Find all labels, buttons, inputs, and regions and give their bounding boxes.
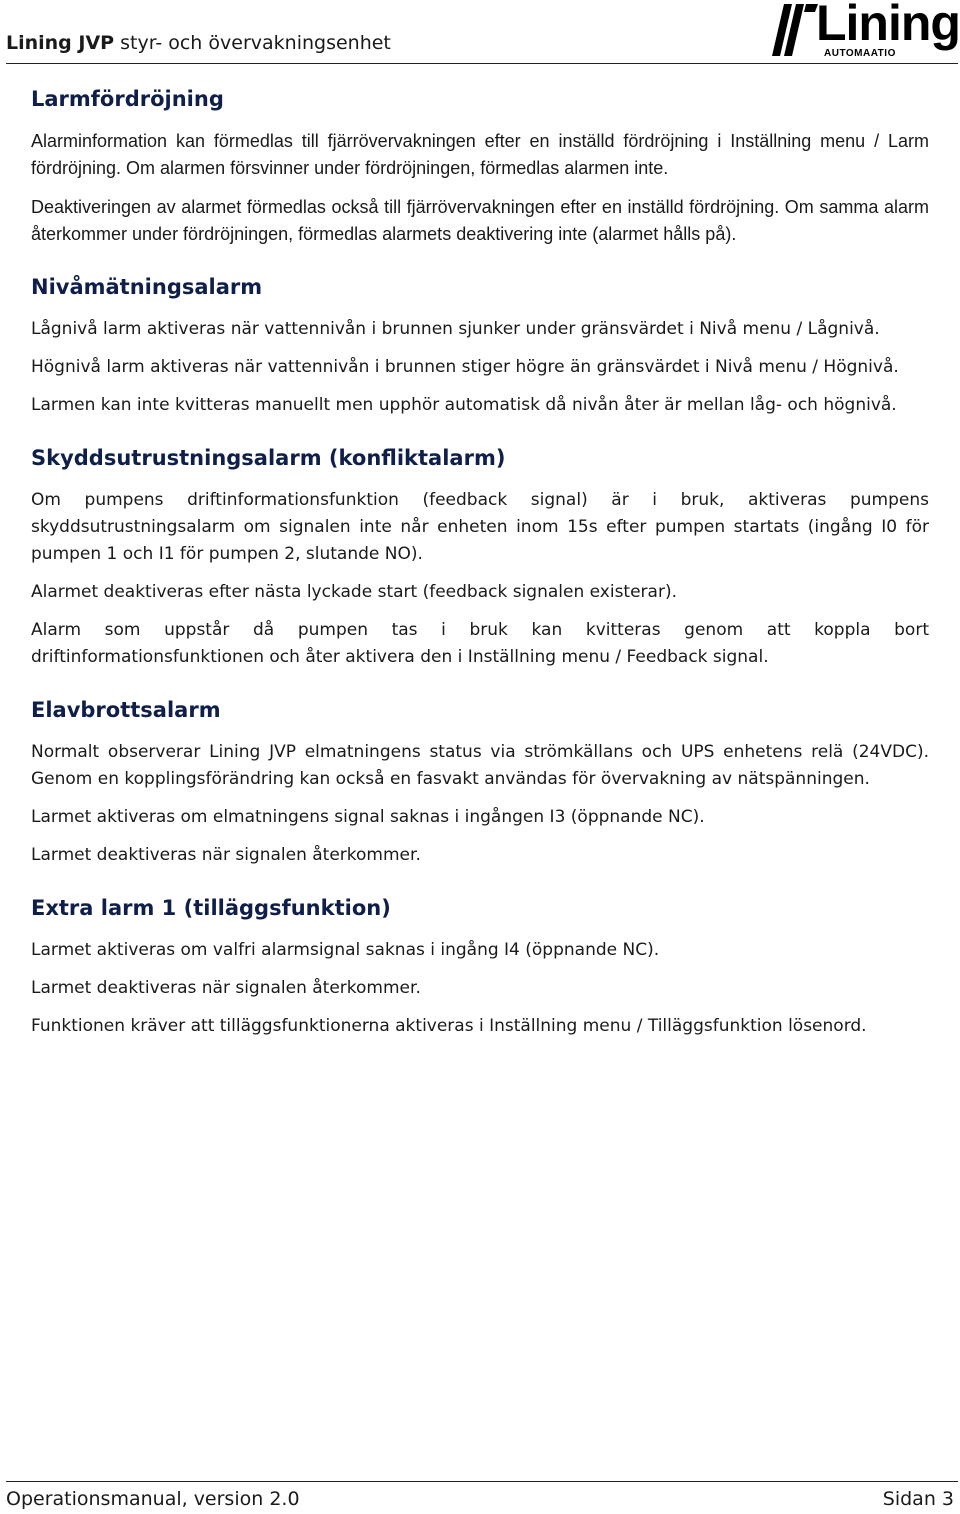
section-heading: Skyddsutrustningsalarm (konfliktalarm)	[31, 446, 506, 470]
section-nivamatningsalarm	[31, 272, 929, 419]
footer-document-version: Operationsmanual, version 2.0	[6, 1488, 300, 1510]
lining-logo	[772, 2, 958, 60]
section-skyddsutrustningsalarm	[31, 443, 929, 671]
header-divider	[6, 63, 958, 64]
lining-logo-stripes-icon	[772, 4, 820, 56]
paragraph: Funktionen kräver att tilläggsfunktionerna aktiveras i Inställning menu / Tilläggsfunktion lösenord.	[31, 1016, 867, 1036]
paragraph: Alarmet deaktiveras efter nästa lyckade start (feedback signalen existerar).	[31, 582, 677, 602]
footer-page-number: Sidan 3	[882, 1488, 954, 1510]
header-title-product: Lining JVP	[6, 32, 115, 54]
logo-subtitle: AUTOMAATIO	[824, 48, 896, 59]
paragraph: Larmet deaktiveras när signalen återkommer.	[31, 845, 421, 865]
logo-name: Lining	[816, 0, 960, 51]
paragraph: Larmet aktiveras om valfri alarmsignal saknas i ingång I4 (öppnande NC).	[31, 940, 660, 960]
header-title	[6, 32, 391, 54]
paragraph: Högnivå larm aktiveras när vattennivån i brunnen stiger högre än gränsvärdet i Nivå menu / Högnivå.	[31, 357, 899, 377]
paragraph: Deaktiveringen av alarmet förmedlas också till fjärrövervakningen efter en inställd fördröjning. Om samma alarm återkommer under fördröjningen, förmedlas alarmets deaktivering inte (alarmet hålls på).	[31, 197, 929, 244]
document-body	[31, 84, 929, 1040]
section-elavbrottsalarm	[31, 695, 929, 869]
section-heading: Extra larm 1 (tilläggsfunktion)	[31, 896, 391, 920]
paragraph: Alarm som uppstår då pumpen tas i bruk kan kvitteras genom att koppla bort driftinformationsfunktionen och åter aktivera den i Inställning menu / Feedback signal.	[31, 620, 929, 667]
paragraph: Normalt observerar Lining JVP elmatningens status via strömkällans och UPS enhetens relä (24VDC). Genom en kopplingsförändring kan också en fasvakt användas för övervakning av nätspänningen.	[31, 742, 929, 789]
section-heading: Nivåmätningsalarm	[31, 275, 263, 299]
paragraph: Larmen kan inte kvitteras manuellt men upphör automatisk då nivån åter är mellan låg- och högnivå.	[31, 395, 897, 415]
paragraph: Lågnivå larm aktiveras när vattennivån i brunnen sjunker under gränsvärdet i Nivå menu / Lågnivå.	[31, 319, 880, 339]
header-title-rest: styr- och övervakningsenhet	[114, 32, 391, 54]
section-heading: Larmfördröjning	[31, 87, 224, 111]
paragraph: Larmet deaktiveras när signalen återkommer.	[31, 978, 421, 998]
page-header	[0, 0, 960, 64]
paragraph: Alarminformation kan förmedlas till fjärrövervakningen efter en inställd fördröjning i Inställning menu / Larm fördröjning. Om alarmen försvinner under fördröjningen, förmedlas alarmen inte.	[31, 131, 929, 178]
section-extra-larm-1	[31, 893, 929, 1040]
section-larmfordrojning	[31, 84, 929, 248]
paragraph: Larmet aktiveras om elmatningens signal saknas i ingången I3 (öppnande NC).	[31, 807, 705, 827]
footer-divider	[6, 1481, 958, 1482]
paragraph: Om pumpens driftinformationsfunktion (feedback signal) är i bruk, aktiveras pumpens skyddsutrustningsalarm om signalen inte når enheten inom 15s efter pumpen startats (ingång I0 för pumpen 1 och I1 för pumpen 2, slutande NO).	[31, 490, 929, 564]
section-heading: Elavbrottsalarm	[31, 698, 221, 722]
